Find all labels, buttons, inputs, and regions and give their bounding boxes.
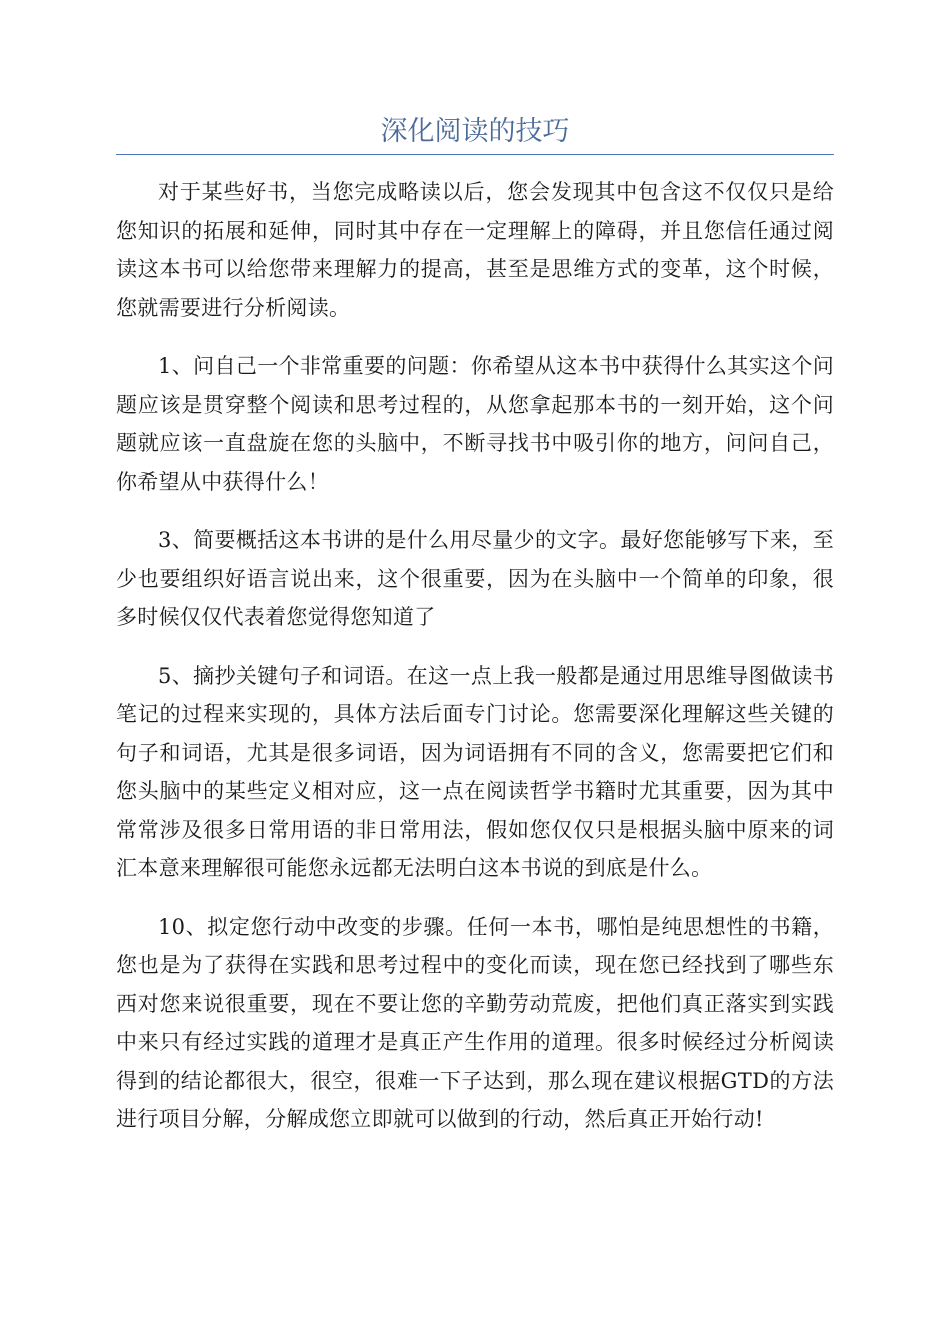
paragraph-tip-5: 5、摘抄关键句子和词语。在这一点上我一般都是通过用思维导图做读书笔记的过程来实现的，具体方法后面专门讨论。您需要深化理解这些关键的句子和词语，尤其是很多词语，因为词语拥有不同的含义，您需要把它们和您头脑中的某些定义相对应，这一点在阅读哲学书籍时尤其重要，因为其中常常涉及很多日常用语的非日常用法，假如您仅仅只是根据头脑中原来的词汇本意来理解很可能您永远都无法明白这本书说的到底是什么。 bbox=[116, 663, 834, 880]
paragraph-tip-1: 1、问自己一个非常重要的问题：你希望从这本书中获得什么其实这个问题应该是贯穿整个阅读和思考过程的，从您拿起那本书的一刻开始，这个问题就应该一直盘旋在您的头脑中，不断寻找书中吸引你的地方，问问自己，你希望从中获得什么！ bbox=[116, 354, 834, 494]
title-underline bbox=[116, 154, 834, 155]
paragraph-tip-3: 3、简要概括这本书讲的是什么用尽量少的文字。最好您能够写下来，至少也要组织好语言说出来，这个很重要，因为在头脑中一个简单的印象，很多时候仅仅代表着您觉得您知道了 bbox=[116, 528, 834, 629]
document-body bbox=[116, 173, 834, 1159]
paragraph-intro: 对于某些好书，当您完成略读以后，您会发现其中包含这不仅仅只是给您知识的拓展和延伸，同时其中存在一定理解上的障碍，并且您信任通过阅读这本书可以给您带来理解力的提高，甚至是思维方式的变革，这个时候，您就需要进行分析阅读。 bbox=[116, 180, 834, 320]
paragraph-tip-10: 10、拟定您行动中改变的步骤。任何一本书，哪怕是纯思想性的书籍，您也是为了获得在实践和思考过程中的变化而读，现在您已经找到了哪些东西对您来说很重要，现在不要让您的辛勤劳动荒废，把他们真正落实到实践中来只有经过实践的道理才是真正产生作用的道理。很多时候经过分析阅读得到的结论都很大，很空，很难一下子达到，那么现在建议根据GTD的方法进行项目分解，分解成您立即就可以做到的行动，然后真正开始行动! bbox=[116, 914, 834, 1131]
page-title: 深化阅读的技巧 bbox=[380, 116, 570, 147]
